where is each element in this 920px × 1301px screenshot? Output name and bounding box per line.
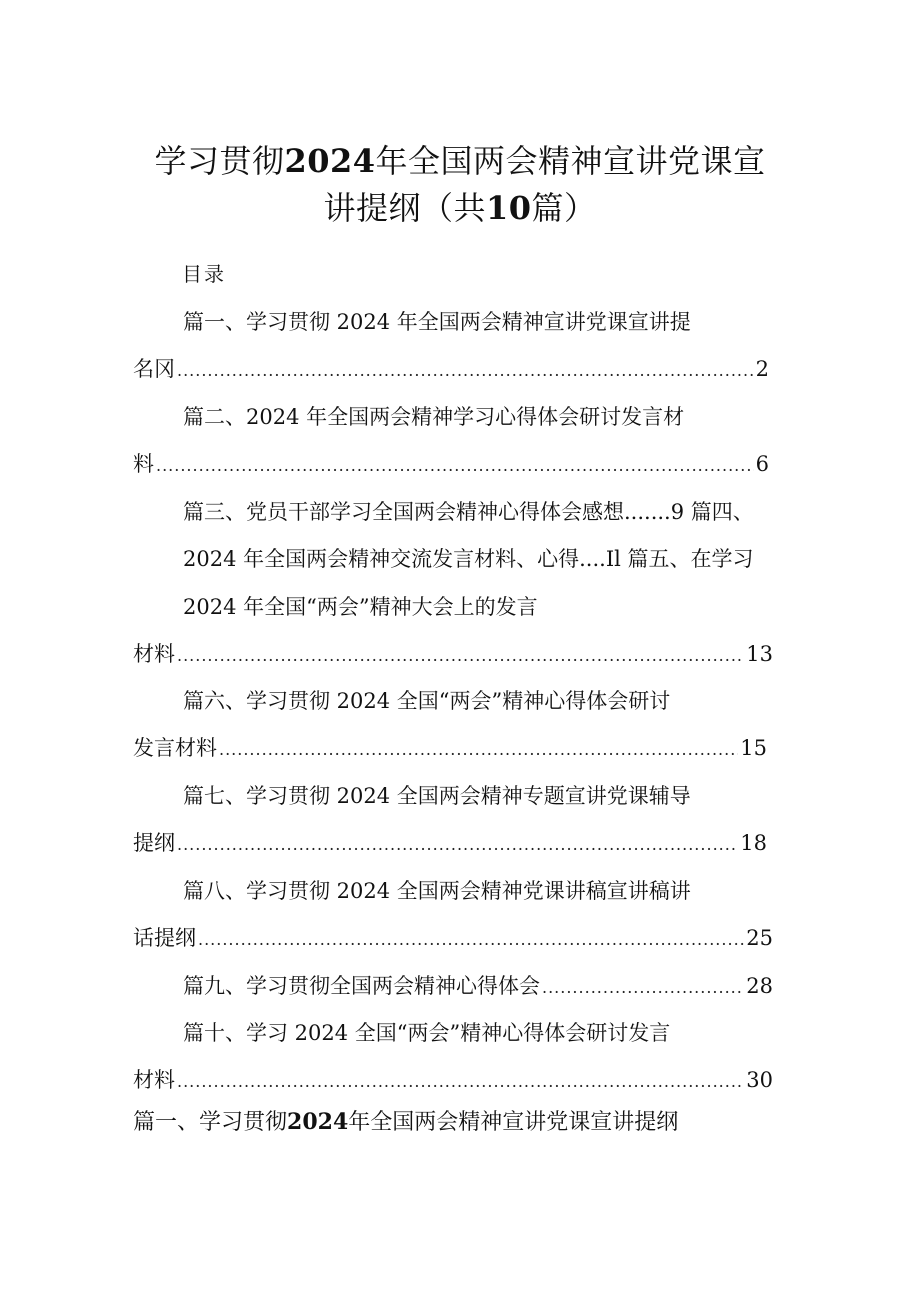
toc-entry-1-tail: 名冈: [133, 357, 175, 381]
toc-label: 目录: [182, 262, 226, 286]
section-heading: [133, 1107, 678, 1138]
leader-dots: [177, 830, 738, 860]
toc-entry-5[interactable]: 2024 年全国“两会”精神大会上的发言: [183, 595, 538, 619]
toc-entry-2[interactable]: 篇二、2024 年全国两会精神学习心得体会研讨发言材: [183, 405, 685, 429]
toc-entry-5-leader[interactable]: [133, 639, 773, 671]
heading-text: 篇一、学习贯彻: [133, 1110, 288, 1135]
toc-entry-8-leader[interactable]: [133, 923, 773, 955]
toc-page-number: 25: [746, 926, 773, 950]
toc-page-number: 15: [740, 736, 767, 760]
toc-entry-6[interactable]: 篇六、学习贯彻 2024 全国“两会”精神心得体会研讨: [183, 689, 671, 713]
toc-entry-10[interactable]: 篇十、学习 2024 全国“两会”精神心得体会研讨发言: [183, 1021, 671, 1045]
title-text: 学习贯彻: [154, 142, 285, 180]
toc-entry-9[interactable]: [183, 971, 773, 1003]
toc-entry-9-title: 篇九、学习贯彻全国两会精神心得体会: [183, 974, 540, 998]
title-count: 10: [485, 189, 532, 227]
toc-entry-1-leader[interactable]: [133, 354, 769, 386]
toc-entry-7-tail: 提纲: [133, 831, 175, 855]
toc-entry-10-leader[interactable]: [133, 1065, 773, 1097]
toc-page-number: 30: [746, 1068, 773, 1092]
heading-year: 2024: [287, 1109, 349, 1135]
toc-page-number: 2: [755, 357, 769, 381]
leader-dots: [177, 1067, 744, 1097]
leader-dots: [198, 925, 744, 955]
toc-entry-7[interactable]: 篇七、学习贯彻 2024 全国两会精神专题宣讲党课辅导: [183, 784, 691, 808]
title-year: 2024: [284, 142, 376, 180]
leader-dots: [542, 973, 744, 1003]
toc-page-number: 28: [746, 974, 773, 998]
toc-entry-8[interactable]: 篇八、学习贯彻 2024 全国两会精神党课讲稿宣讲稿讲: [183, 879, 691, 903]
toc-entry-4-5[interactable]: 2024 年全国两会精神交流发言材料、心得....Il 篇五、在学习: [183, 547, 754, 571]
leader-dots: [219, 735, 738, 765]
toc-page-number: 13: [746, 642, 773, 666]
title-text: 讲提纲（共: [323, 189, 486, 227]
toc-entry-5-tail: 材料: [133, 642, 175, 666]
leader-dots: [177, 641, 744, 671]
toc-page-number: 18: [740, 831, 767, 855]
title-text: 年全国两会精神宣讲党课宣: [375, 142, 766, 180]
toc-entry-7-leader[interactable]: [133, 828, 767, 860]
toc-entry-10-tail: 材料: [133, 1068, 175, 1092]
toc-entry-6-tail: 发言材料: [133, 736, 217, 760]
document-title-line-1: [0, 141, 920, 181]
title-text: 篇）: [531, 189, 597, 227]
toc-page-number: 6: [755, 452, 769, 476]
toc-entry-2-tail: 料: [133, 452, 154, 476]
toc-entry-2-leader[interactable]: [133, 449, 769, 481]
toc-entry-6-leader[interactable]: [133, 733, 767, 765]
leader-dots: [177, 356, 754, 386]
heading-text: 年全国两会精神宣讲党课宣讲提纲: [348, 1110, 679, 1135]
leader-dots: [156, 451, 754, 481]
toc-entry-8-tail: 话提纲: [133, 926, 196, 950]
toc-entry-1[interactable]: 篇一、学习贯彻 2024 年全国两会精神宣讲党课宣讲提: [183, 310, 691, 334]
toc-entry-3-4[interactable]: 篇三、党员干部学习全国两会精神心得体会感想.......9 篇四、: [183, 500, 754, 524]
document-title-line-2: [0, 188, 920, 228]
